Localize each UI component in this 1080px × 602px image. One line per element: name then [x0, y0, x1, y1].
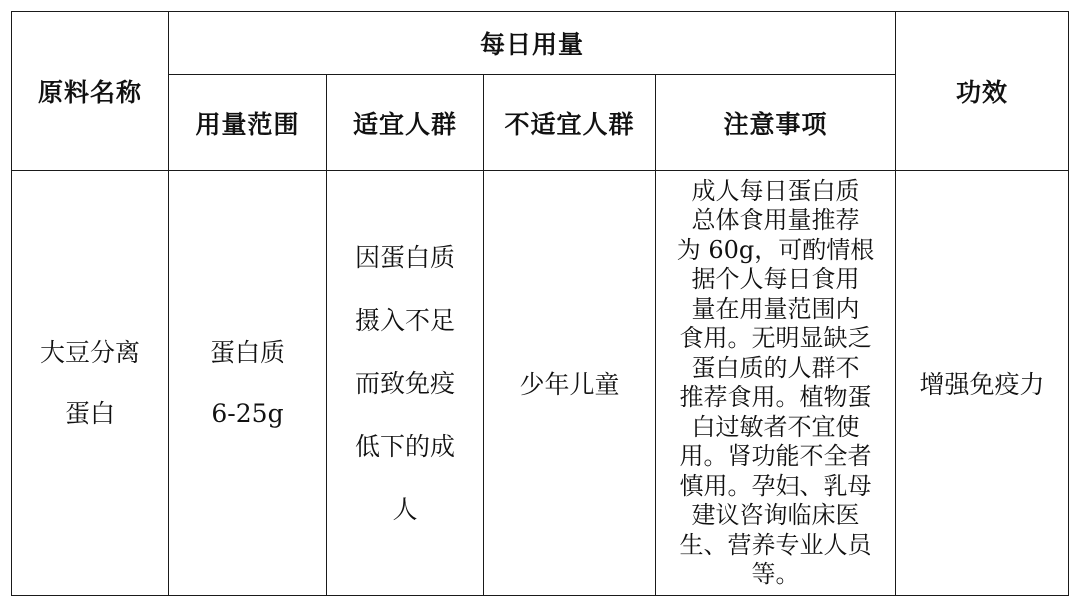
header-dosage-range: 用量范围 — [169, 75, 327, 171]
suitable-group-line: 而致免疫 — [354, 368, 455, 398]
notes-line: 慎用。孕妇、乳母 — [679, 471, 872, 500]
cell-material-name — [12, 171, 169, 596]
cell-suitable-group — [327, 171, 484, 596]
header-row-top — [12, 12, 1069, 75]
cell-efficacy: 增强免疫力 — [896, 171, 1069, 596]
notes-line: 白过敏者不宜使 — [691, 412, 860, 441]
header-unsuitable-group: 不适宜人群 — [484, 75, 656, 171]
notes-line: 食用。无明显缺乏 — [679, 324, 872, 352]
notes-line: 成人每日蛋白质 — [691, 176, 860, 205]
notes-line: 推荐食用。植物蛋 — [679, 383, 872, 411]
notes-line: 建议咨询临床医 — [691, 501, 860, 529]
cell-unsuitable-group: 少年儿童 — [484, 171, 656, 596]
dosage-range-line: 蛋白质 — [209, 338, 285, 367]
suitable-group-line: 低下的成 — [354, 431, 455, 461]
cell-notes — [656, 171, 896, 596]
material-name-line: 大豆分离 — [39, 338, 140, 367]
notes-line: 用。肾功能不全者 — [679, 442, 872, 470]
notes-line: 生、营养专业人员 — [679, 530, 872, 559]
suitable-group-line: 摄入不足 — [354, 305, 455, 335]
notes-line: 为 60g，可酌情根 — [676, 235, 875, 264]
header-daily-dosage: 每日用量 — [169, 12, 896, 75]
header-material-name: 原料名称 — [12, 12, 169, 171]
header-notes: 注意事项 — [656, 75, 896, 171]
dosage-range-line: 6-25g — [211, 399, 284, 428]
notes-line: 量在用量范围内 — [691, 294, 860, 323]
notes-line: 总体食用量推荐 — [691, 206, 860, 234]
header-suitable-group: 适宜人群 — [327, 75, 484, 171]
notes-line: 等。 — [751, 560, 800, 588]
material-name-line: 蛋白 — [64, 399, 115, 428]
header-efficacy: 功效 — [896, 12, 1069, 171]
notes-line: 蛋白质的人群不 — [691, 353, 860, 382]
notes-line: 据个人每日食用 — [691, 265, 860, 293]
table-row — [12, 171, 1069, 596]
suitable-group-line: 因蛋白质 — [354, 242, 455, 272]
suitable-group-line: 人 — [392, 494, 418, 524]
ingredient-table — [11, 11, 1069, 596]
cell-dosage-range — [169, 171, 327, 596]
